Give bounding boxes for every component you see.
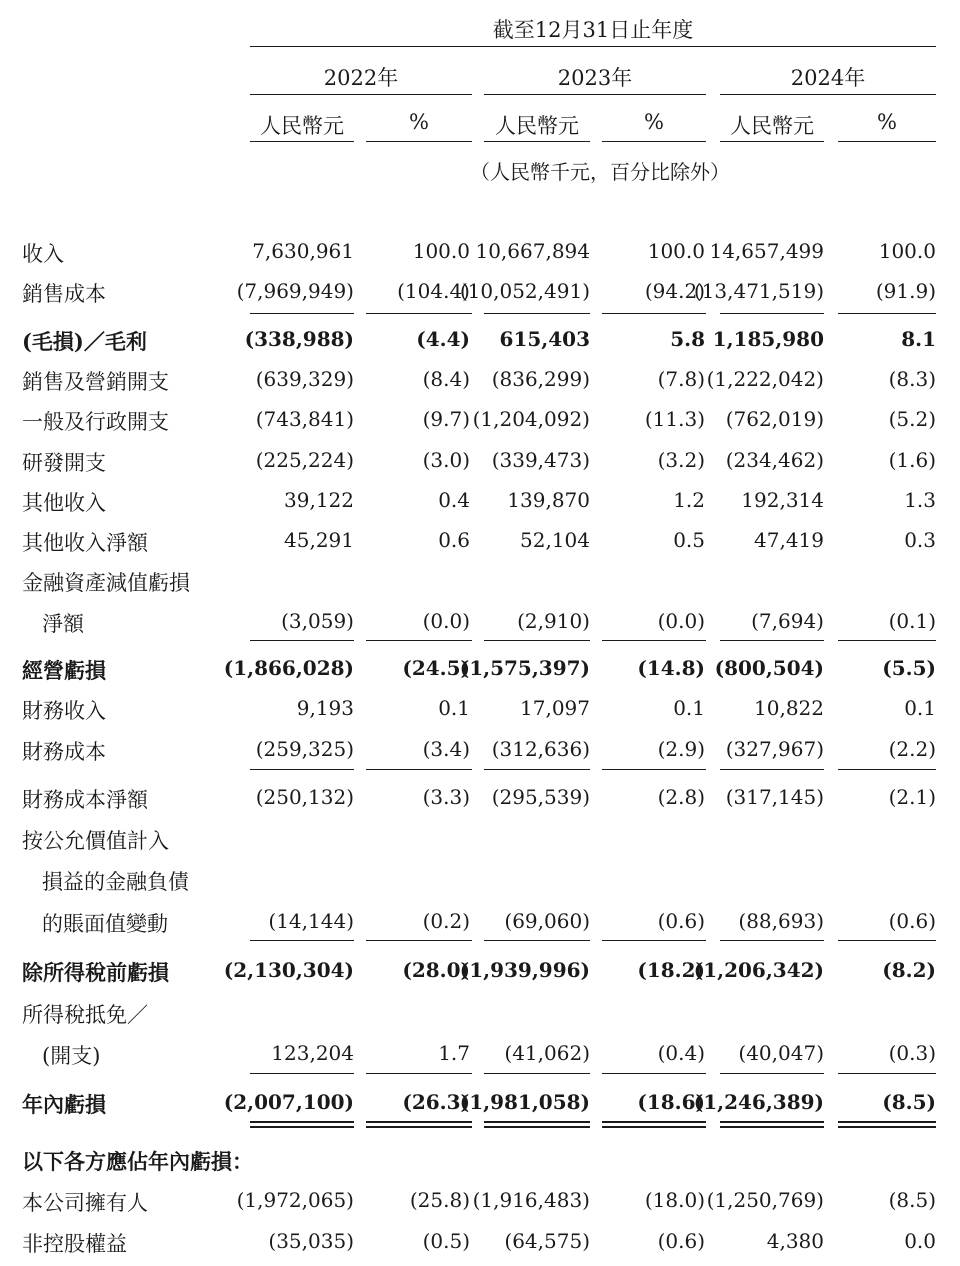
- row-label: 所得稅抵免／: [22, 1003, 148, 1027]
- period-header: 截至12月31日止年度: [492, 18, 694, 42]
- cell-rmb-2023: (836,299): [491, 367, 590, 391]
- col-rule: [720, 141, 824, 142]
- cell-rmb-2024: (1,246,389): [693, 1090, 824, 1114]
- row-label: 財務成本: [22, 740, 106, 764]
- row-label: 淨額: [42, 612, 84, 636]
- cell-rmb-2022: (1,972,065): [236, 1188, 354, 1212]
- cell-pct-2022: (3.3): [422, 785, 470, 809]
- subtotal-rule: [602, 640, 706, 641]
- cell-rmb-2023: (2,910): [517, 609, 590, 633]
- cell-pct-2024: (91.9): [875, 279, 936, 303]
- period-rule: [250, 46, 936, 47]
- subtotal-rule: [602, 313, 706, 314]
- subtotal-rule: [250, 313, 354, 314]
- cell-rmb-2022: (7,969,949): [236, 279, 354, 303]
- subtotal-rule: [250, 640, 354, 641]
- cell-pct-2023: 1.2: [673, 488, 705, 512]
- subtotal-rule: [366, 640, 472, 641]
- cell-rmb-2022: (35,035): [268, 1229, 354, 1253]
- cell-rmb-2022: 9,193: [296, 696, 354, 720]
- double-underline: [484, 1121, 590, 1128]
- cell-rmb-2023: 52,104: [520, 528, 590, 552]
- cell-pct-2022: (0.2): [422, 909, 470, 933]
- cell-rmb-2024: (1,206,342): [693, 958, 824, 982]
- row-label: 年內虧損: [22, 1092, 106, 1117]
- cell-rmb-2024: 14,657,499: [709, 239, 824, 263]
- subtotal-rule: [484, 313, 590, 314]
- cell-rmb-2023: (41,062): [504, 1041, 590, 1065]
- cell-pct-2023: (14.8): [637, 656, 705, 680]
- cell-rmb-2024: (1,250,769): [706, 1188, 824, 1212]
- cell-rmb-2023: (64,575): [504, 1229, 590, 1253]
- year-2023-header: 2023年: [557, 66, 633, 90]
- row-label: 銷售及營銷開支: [22, 370, 169, 394]
- subtotal-rule: [250, 769, 354, 770]
- cell-rmb-2024: 47,419: [754, 528, 824, 552]
- cell-rmb-2022: 7,630,961: [252, 239, 354, 263]
- cell-pct-2023: (7.8): [657, 367, 705, 391]
- row-label: 本公司擁有人: [22, 1191, 148, 1215]
- cell-pct-2023: (0.0): [657, 609, 705, 633]
- cell-rmb-2024: 192,314: [741, 488, 824, 512]
- cell-rmb-2022: (14,144): [268, 909, 354, 933]
- cell-pct-2024: 100.0: [878, 239, 936, 263]
- subtotal-rule: [484, 940, 590, 941]
- cell-pct-2023: 5.8: [670, 327, 705, 351]
- cell-pct-2022: (3.4): [422, 737, 470, 761]
- subtotal-rule: [720, 1073, 824, 1074]
- col-rule: [602, 141, 706, 142]
- cell-pct-2023: (3.2): [657, 448, 705, 472]
- cell-rmb-2022: (338,988): [244, 327, 354, 351]
- subtotal-rule: [602, 940, 706, 941]
- cell-rmb-2023: (10,052,491): [459, 279, 590, 303]
- cell-pct-2022: (25.8): [409, 1188, 470, 1212]
- subtotal-rule: [366, 313, 472, 314]
- cell-pct-2022: (4.4): [416, 327, 470, 351]
- cell-rmb-2023: (1,575,397): [459, 656, 590, 680]
- subtotal-rule: [838, 640, 936, 641]
- cell-pct-2024: 0.1: [904, 696, 936, 720]
- col-pct-2024: %: [877, 110, 897, 134]
- cell-rmb-2024: (234,462): [725, 448, 824, 472]
- col-rule: [838, 141, 936, 142]
- cell-rmb-2023: 10,667,894: [475, 239, 590, 263]
- cell-rmb-2024: 10,822: [754, 696, 824, 720]
- cell-rmb-2022: 45,291: [284, 528, 354, 552]
- subtotal-rule: [602, 769, 706, 770]
- cell-rmb-2022: (1,866,028): [223, 656, 354, 680]
- cell-pct-2022: (0.0): [422, 609, 470, 633]
- cell-pct-2024: (2.1): [888, 785, 936, 809]
- cell-pct-2024: (1.6): [888, 448, 936, 472]
- col-pct-2023: %: [644, 110, 664, 134]
- cell-pct-2023: (0.6): [657, 1229, 705, 1253]
- subtotal-rule: [484, 640, 590, 641]
- year-rule: [720, 94, 936, 95]
- row-label: 研發開支: [22, 451, 106, 475]
- cell-rmb-2023: 139,870: [507, 488, 590, 512]
- cell-rmb-2024: (327,967): [725, 737, 824, 761]
- subtotal-rule: [366, 769, 472, 770]
- col-rmb-2024: 人民幣元: [730, 114, 814, 138]
- row-label: 的賬面值變動: [42, 912, 168, 936]
- cell-pct-2022: (3.0): [422, 448, 470, 472]
- cell-rmb-2023: (69,060): [504, 909, 590, 933]
- cell-rmb-2023: (1,981,058): [459, 1090, 590, 1114]
- cell-pct-2022: 100.0: [412, 239, 470, 263]
- subtotal-rule: [720, 940, 824, 941]
- row-label: 除所得稅前虧損: [22, 960, 169, 985]
- cell-rmb-2023: (1,916,483): [472, 1188, 590, 1212]
- subtotal-rule: [838, 313, 936, 314]
- cell-rmb-2024: (800,504): [714, 656, 824, 680]
- cell-rmb-2023: (1,939,996): [459, 958, 590, 982]
- year-rule: [484, 94, 706, 95]
- cell-rmb-2024: (88,693): [738, 909, 824, 933]
- cell-pct-2024: 8.1: [901, 327, 936, 351]
- row-label: (毛損)／毛利: [22, 329, 147, 354]
- cell-pct-2022: 0.4: [438, 488, 470, 512]
- unit-note: （人民幣千元，百分比除外）: [470, 160, 730, 184]
- cell-pct-2023: 0.5: [673, 528, 705, 552]
- year-2024-header: 2024年: [790, 66, 866, 90]
- row-label: 以下各方應佔年內虧損：: [22, 1149, 253, 1174]
- cell-rmb-2022: 123,204: [271, 1041, 354, 1065]
- cell-rmb-2024: 4,380: [766, 1229, 824, 1253]
- cell-rmb-2024: 1,185,980: [712, 327, 824, 351]
- cell-pct-2023: (11.3): [644, 407, 705, 431]
- cell-pct-2023: (0.6): [657, 909, 705, 933]
- subtotal-rule: [838, 769, 936, 770]
- year-rule: [250, 94, 472, 95]
- double-underline: [720, 1121, 824, 1128]
- cell-pct-2023: (18.0): [644, 1188, 705, 1212]
- cell-pct-2022: (8.4): [422, 367, 470, 391]
- row-label: 收入: [22, 242, 64, 266]
- row-label: (開支): [42, 1044, 101, 1068]
- subtotal-rule: [250, 1073, 354, 1074]
- col-rmb-2022: 人民幣元: [260, 114, 344, 138]
- cell-rmb-2022: (639,329): [255, 367, 354, 391]
- cell-rmb-2023: 17,097: [520, 696, 590, 720]
- cell-rmb-2022: (225,224): [255, 448, 354, 472]
- cell-rmb-2023: (312,636): [491, 737, 590, 761]
- col-rule: [484, 141, 590, 142]
- row-label: 銷售成本: [22, 282, 106, 306]
- row-label: 其他收入淨額: [22, 531, 148, 555]
- cell-rmb-2022: (743,841): [255, 407, 354, 431]
- cell-pct-2024: (8.5): [882, 1090, 936, 1114]
- cell-pct-2022: (26.3): [402, 1090, 470, 1114]
- cell-rmb-2024: (7,694): [751, 609, 824, 633]
- subtotal-rule: [484, 1073, 590, 1074]
- col-rule: [366, 141, 472, 142]
- cell-pct-2023: (18.6): [637, 1090, 705, 1114]
- year-2022-header: 2022年: [323, 66, 399, 90]
- double-underline: [366, 1121, 472, 1128]
- cell-rmb-2024: (762,019): [725, 407, 824, 431]
- cell-rmb-2023: (339,473): [491, 448, 590, 472]
- cell-pct-2022: (9.7): [422, 407, 470, 431]
- subtotal-rule: [484, 769, 590, 770]
- cell-rmb-2022: (2,130,304): [223, 958, 354, 982]
- double-underline: [250, 1121, 354, 1128]
- row-label: 財務收入: [22, 699, 106, 723]
- cell-pct-2023: 0.1: [673, 696, 705, 720]
- cell-pct-2023: (0.4): [657, 1041, 705, 1065]
- cell-pct-2023: (2.8): [657, 785, 705, 809]
- cell-pct-2024: (0.3): [888, 1041, 936, 1065]
- row-label: 財務成本淨額: [22, 788, 148, 812]
- cell-rmb-2022: (3,059): [281, 609, 354, 633]
- row-label: 損益的金融負債: [42, 870, 189, 894]
- subtotal-rule: [720, 640, 824, 641]
- cell-rmb-2023: (295,539): [491, 785, 590, 809]
- cell-pct-2022: (0.5): [422, 1229, 470, 1253]
- double-underline: [602, 1121, 706, 1128]
- row-label: 按公允價值計入: [22, 829, 169, 853]
- subtotal-rule: [366, 1073, 472, 1074]
- double-underline: [838, 1121, 936, 1128]
- cell-rmb-2024: (1,222,042): [706, 367, 824, 391]
- col-rmb-2023: 人民幣元: [495, 114, 579, 138]
- cell-pct-2022: (28.0): [402, 958, 470, 982]
- subtotal-rule: [838, 1073, 936, 1074]
- cell-pct-2024: (5.2): [888, 407, 936, 431]
- cell-rmb-2022: (250,132): [255, 785, 354, 809]
- cell-pct-2024: (0.1): [888, 609, 936, 633]
- cell-pct-2022: 0.1: [438, 696, 470, 720]
- cell-pct-2022: (104.4): [397, 279, 470, 303]
- cell-rmb-2023: (1,204,092): [472, 407, 590, 431]
- cell-rmb-2022: (2,007,100): [223, 1090, 354, 1114]
- cell-pct-2023: 100.0: [647, 239, 705, 263]
- subtotal-rule: [602, 1073, 706, 1074]
- cell-rmb-2024: (317,145): [725, 785, 824, 809]
- row-label: 經營虧損: [22, 658, 106, 683]
- row-label: 其他收入: [22, 491, 106, 515]
- subtotal-rule: [250, 940, 354, 941]
- subtotal-rule: [720, 313, 824, 314]
- row-label: 一般及行政開支: [22, 410, 169, 434]
- cell-rmb-2022: (259,325): [255, 737, 354, 761]
- cell-pct-2024: (8.2): [882, 958, 936, 982]
- cell-pct-2024: 0.3: [904, 528, 936, 552]
- cell-rmb-2024: (13,471,519): [693, 279, 824, 303]
- cell-pct-2022: (24.5): [402, 656, 470, 680]
- cell-pct-2023: (94.2): [644, 279, 705, 303]
- cell-rmb-2024: (40,047): [738, 1041, 824, 1065]
- cell-rmb-2023: 615,403: [499, 327, 590, 351]
- cell-pct-2024: (0.6): [888, 909, 936, 933]
- cell-pct-2024: (8.3): [888, 367, 936, 391]
- cell-pct-2024: 1.3: [904, 488, 936, 512]
- cell-pct-2023: (2.9): [657, 737, 705, 761]
- col-rule: [250, 141, 354, 142]
- cell-rmb-2022: 39,122: [284, 488, 354, 512]
- row-label: 金融資產減值虧損: [22, 571, 190, 595]
- row-label: 非控股權益: [22, 1232, 127, 1256]
- cell-pct-2024: (5.5): [882, 656, 936, 680]
- subtotal-rule: [366, 940, 472, 941]
- cell-pct-2023: (18.2): [637, 958, 705, 982]
- subtotal-rule: [720, 769, 824, 770]
- cell-pct-2024: (2.2): [888, 737, 936, 761]
- subtotal-rule: [838, 940, 936, 941]
- cell-pct-2024: (8.5): [888, 1188, 936, 1212]
- cell-pct-2024: 0.0: [904, 1229, 936, 1253]
- cell-pct-2022: 0.6: [438, 528, 470, 552]
- col-pct-2022: %: [409, 110, 429, 134]
- cell-pct-2022: 1.7: [438, 1041, 470, 1065]
